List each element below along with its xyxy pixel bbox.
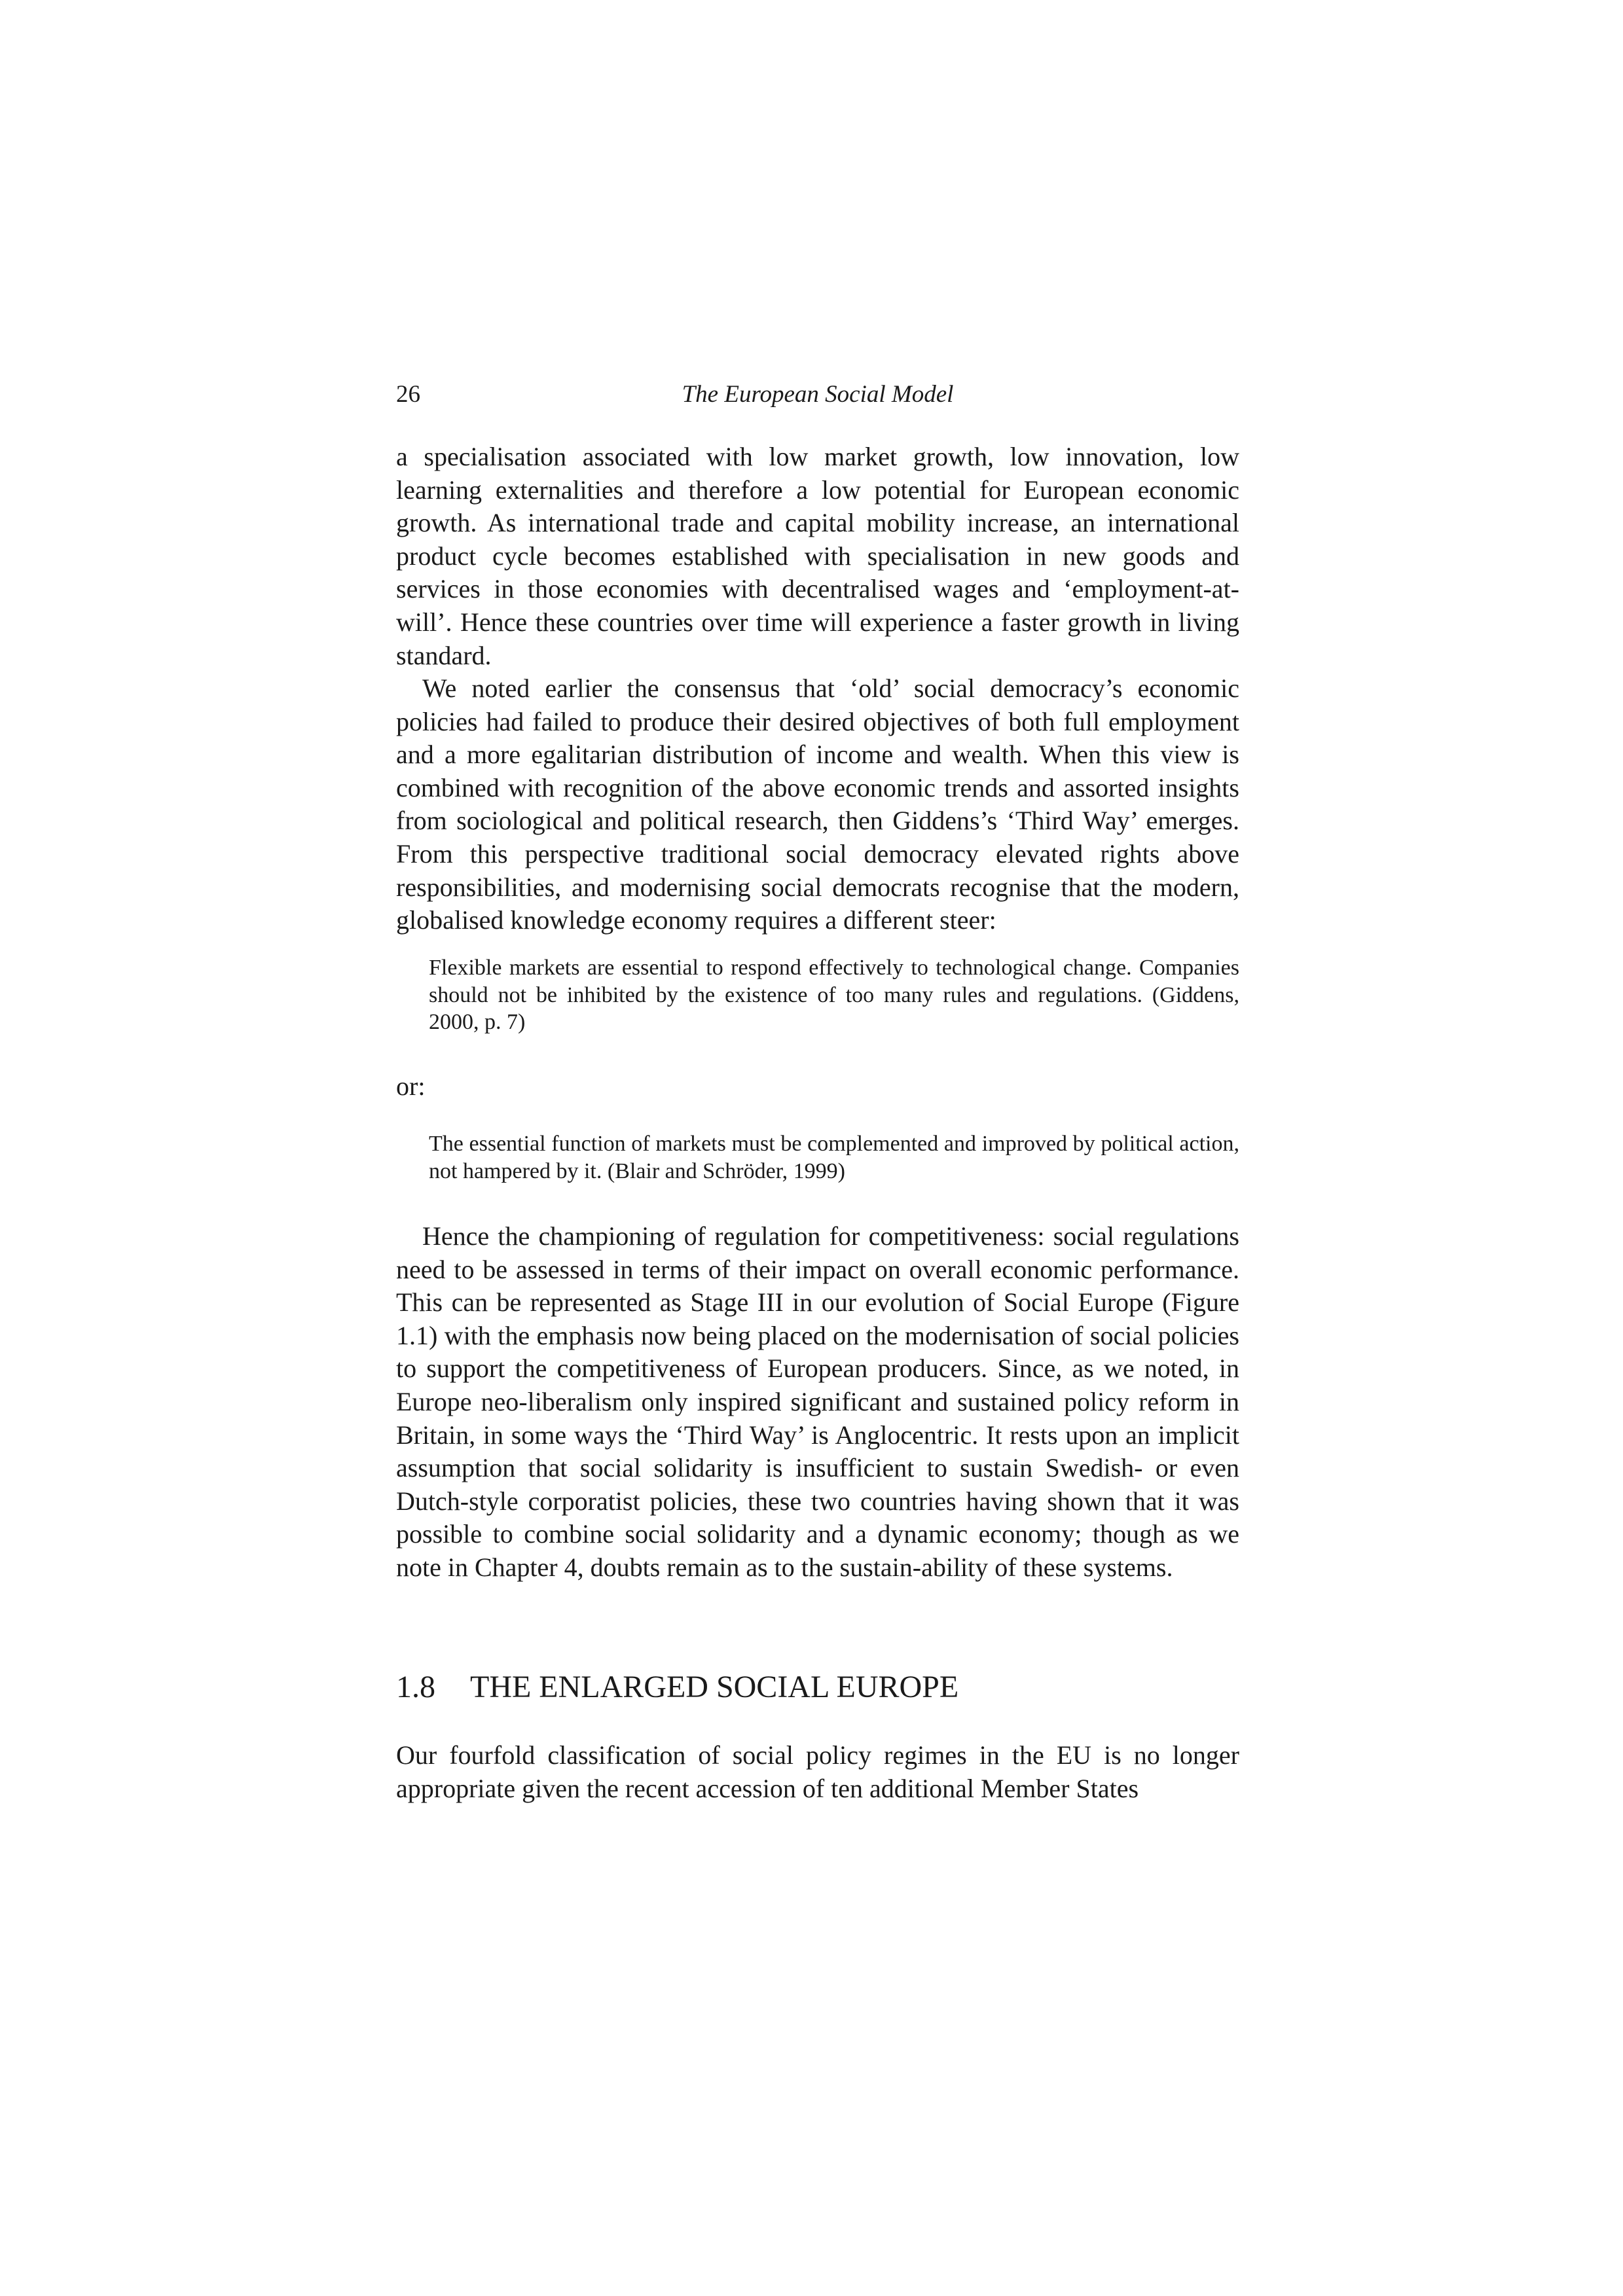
paragraph-2-block [396,672,1239,937]
page-number: 26 [396,381,420,408]
section-number: 1.8 [396,1670,435,1704]
paragraph-2: We noted earlier the consensus that ‘old’ social democracy’s economic policies had failed to produce their desired objectives of both full employment and a more egalitarian distribution of income and wealth. When this view is combined with recognition of the above economic trends and assorted insights from sociological and political research, then Giddens’s ‘Third Way’ emerges. From this perspective traditional social democracy elevated rights above responsibilities, and modernising social democrats recognise that the modern, globalised knowledge economy requires a different steer: [396,673,1239,935]
connector-text: or: [396,1071,426,1101]
block-quote-giddens: Flexible markets are essential to respond effectively to technological change. Companies should not be inhibited by the existence of too many rules and regulations. (Giddens, 2000, p. 7) [429,956,1239,1034]
paragraph-3: Hence the championing of regulation for competitiveness: social regulations need to be assessed in terms of their impact on overall economic performance. This can be represented as Stage III in our evolution of Social Europe (Figure 1.1) with the emphasis now being placed on the modernisation of social policies to support the competitiveness of European producers. Since, as we noted, in Europe neo-liberalism only inspired significant and sustained policy reform in Britain, in some ways the ‘Third Way’ is Anglocentric. It rests upon an implicit assumption that social solidarity is insufficient to sustain Swedish- or even Dutch-style corporatist policies, these two countries having shown that it was possible to combine social solidarity and a dynamic economy; though as we note in Chapter 4, doubts remain as to the sustain-ability of these systems. [396,1221,1239,1582]
block-quote-blair-schroder: The essential function of markets must be complemented and improved by political action, not hampered by it. (Blair and Schröder, 1999) [429,1132,1239,1183]
connector-block [396,1070,1239,1103]
section-heading [396,1668,1239,1707]
paragraph-3-block [396,1220,1239,1585]
paragraph-1: a specialisation associated with low market growth, low innovation, low learning externalities and therefore a low potential for European economic growth. As international trade and capital mobility increase, an international product cycle becomes established with specialisation in new goods and services in those economies with decentralised wages and ‘employment-at-will’. Hence these countries over time will experience a faster growth in living standard. [396,442,1239,670]
paragraph-4-block [396,1739,1239,1805]
running-head: The European Social Model [682,381,954,408]
page-header [396,378,1239,411]
quote-2-block [429,1130,1239,1185]
quote-1-block [429,954,1239,1036]
section-title: THE ENLARGED SOCIAL EUROPE [470,1670,959,1704]
paragraph-4: Our fourfold classification of social policy regimes in the EU is no longer appropriate given the recent accession of ten additional Member States [396,1740,1239,1803]
paragraph-1-block [396,440,1239,672]
